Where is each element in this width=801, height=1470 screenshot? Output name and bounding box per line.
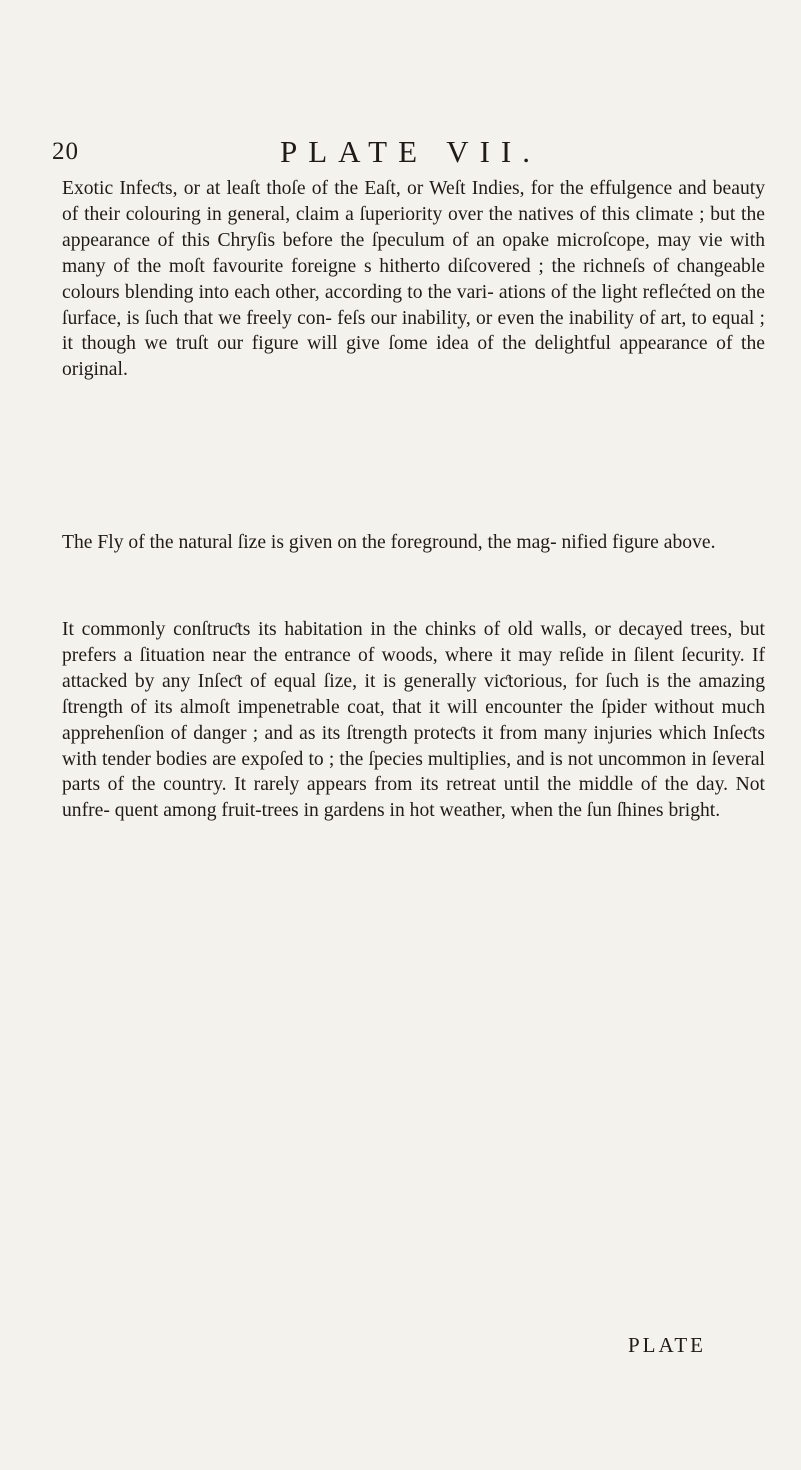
paragraph-natural-size: The Fly of the natural ſize is given on the foreground, the mag- nified figure above. [62,532,716,553]
catchword: PLATE [628,1333,706,1357]
paragraph-exotic-insects: Exotic Infeƈts, or at leaſt thoſe of the Eaſt, or Weſt Indies, for the effulgence and beauty of their colouring in general, claim a ſuperiority over the natives of this climate ; but the appearance of this Chryſis before the ſpeculum of an opake microſcope, may vie with many of the moſt favourite foreigne s hitherto diſcovered ; the richneſs of changeable colours blending into each other, according to the vari- ations of the light reflećted on the ſurface, is ſuch that we freely con- feſs our inability, or even the inability of art, to equal ; it though we truſt our figure will give ſome idea of the delightful appearance of the original. [62,178,765,381]
page-heading: PLATE VII. [280,134,541,169]
page-number: 20 [52,138,79,165]
paragraph-habitation: It commonly conſtruƈts its habitation in the chinks of old walls, or decayed trees, but prefers a ſituation near the entrance of woods, where it may reſide in ſilent ſecurity. If attacked by any Inſeƈt of equal ſize, it is generally viƈtorious, for ſuch is the amazing ſtrength of its almoſt impenetrable coat, that it will encounter the ſpider without much apprehenſion of danger ; and as its ſtrength proteƈts it from many injuries which Inſeƈts with tender bodies are expoſed to ; the ſpecies multiplies, and is not uncommon in ſeveral parts of the country. It rarely appears from its retreat until the middle of the day. Not unfre- quent among fruit-trees in gardens in hot weather, when the ſun ſhines bright. [62,619,765,822]
